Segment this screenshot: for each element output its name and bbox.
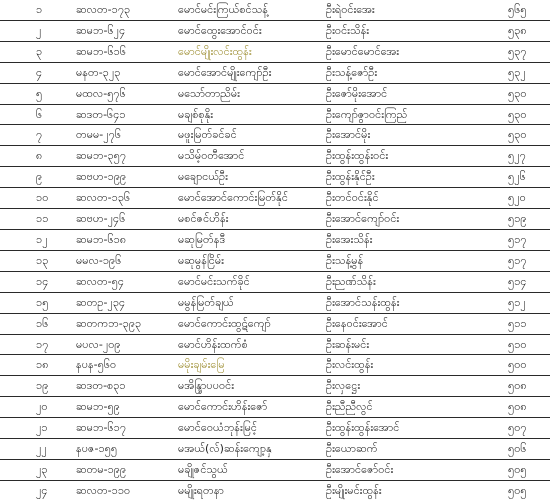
parent-name: ဦးညဏ်သိန်း bbox=[326, 274, 376, 288]
table-row bbox=[0, 20, 550, 41]
roll-number: ဆမဘ-၆၁၆ bbox=[76, 44, 127, 58]
roll-number: ဆဗဟ-၂၄၆ bbox=[76, 212, 126, 226]
row-number: ၁၃ bbox=[36, 253, 49, 267]
student-name: မစင်ဇင်ဟိန်း bbox=[178, 212, 229, 226]
student-name: မောင်မင်းသက်ခိုင် bbox=[178, 274, 250, 288]
row-number: ၆ bbox=[36, 107, 43, 121]
row-number: ၂၀ bbox=[36, 400, 48, 414]
table-row bbox=[0, 334, 550, 355]
total-marks: ၅၃၂ bbox=[508, 65, 526, 79]
roll-number: မနတ-၃၂၃ bbox=[76, 65, 121, 79]
row-number: ၁၂ bbox=[36, 232, 48, 246]
total-marks: ၅၀၈ bbox=[508, 379, 527, 393]
table-row bbox=[0, 104, 550, 125]
parent-name: ဦးအောင်သန်းထွန်း bbox=[326, 295, 400, 309]
student-name: မဖူးမြတ်ခင်ခင် bbox=[178, 128, 237, 142]
roll-number: ဆလတ-၁၁၀ bbox=[76, 483, 131, 497]
roll-number: မထလ-၅၇၆ bbox=[76, 86, 126, 100]
row-number: ၂၃ bbox=[36, 462, 48, 476]
parent-name: ဦးထွန်းနိုင်ဦး bbox=[326, 170, 375, 184]
row-number: ၃ bbox=[36, 44, 43, 58]
roll-number: ဆမဘ-၃၅၇ bbox=[76, 149, 127, 163]
total-marks: ၅၀၇ bbox=[508, 421, 527, 435]
roll-number: ဆဗဟ-၁၉၉ bbox=[76, 170, 127, 184]
student-name: မချစ်စုနိုး bbox=[178, 107, 214, 121]
parent-name: ဦးဇော်မိုးအောင် bbox=[326, 86, 388, 100]
parent-name: ဦးညီညီလွင် bbox=[326, 400, 373, 414]
total-marks: ၅၁၇ bbox=[508, 253, 527, 267]
row-number: ၂၄ bbox=[36, 483, 48, 497]
student-name: မသော်တာညိမ်း bbox=[178, 86, 240, 100]
table-row bbox=[0, 209, 550, 230]
total-marks: ၅၆၅ bbox=[508, 3, 527, 16]
total-marks: ၅၃၀ bbox=[508, 86, 527, 100]
parent-name: ဦးလင်းထွန်း bbox=[326, 358, 374, 372]
total-marks: ၅၀၅ bbox=[508, 483, 527, 497]
row-number: ၁၁ bbox=[36, 212, 49, 226]
roll-number: ဆတဥ-၂၃၄ bbox=[76, 295, 126, 309]
parent-name: ဦးထွန်းထွန်းဝင်း bbox=[326, 149, 389, 163]
total-marks: ၅၃၈ bbox=[508, 23, 527, 37]
row-number: ၂၁ bbox=[36, 421, 48, 435]
student-name: မောင်ထွေးအောင်ဝင်း bbox=[178, 23, 262, 37]
total-marks: ၅၂၀ bbox=[508, 191, 526, 205]
student-name: မအိန္ဒြာပပဝင်း bbox=[178, 379, 235, 393]
parent-name: ဦးရဲဝင်းအေး bbox=[326, 3, 375, 16]
table-row bbox=[0, 146, 550, 167]
student-name: မောင်အောင်မျိုးကျော်ဦး bbox=[178, 65, 272, 79]
student-name: မောင်ကောင်းထွဋ်ကျော် bbox=[178, 316, 271, 330]
parent-name: ဦးလှဋ္ဌေး bbox=[326, 379, 361, 393]
student-name: မောင်အောင်ကောင်းမြတ်နိုင် bbox=[178, 191, 288, 205]
table-row bbox=[0, 313, 550, 334]
parent-name: ဦးသန့်မွန် bbox=[326, 253, 364, 267]
table-row bbox=[0, 229, 550, 250]
student-name: မောင်ကောင်းဟိန်းဇော် bbox=[178, 400, 268, 414]
roll-number: ဆလတ-၅၄ bbox=[76, 274, 125, 288]
roll-number: ဆတကဘ-၃၉၃ bbox=[76, 316, 142, 330]
student-name: မောင်မျိုးလင်းထွန်း bbox=[178, 44, 252, 58]
parent-name: ဦးသန့်ဇော်ဦး bbox=[326, 65, 378, 79]
parent-name: ဦးတင်ဝင်းနိုင် bbox=[326, 191, 379, 205]
student-name: မောင်မင်းကြယ်စင်သန့် bbox=[178, 3, 268, 16]
roll-number: နပဇ-၁၅၅ bbox=[76, 442, 118, 456]
roll-number: နပန-၅၆၀ bbox=[76, 358, 117, 372]
table-row bbox=[0, 41, 550, 62]
student-name: မမွန်မြတ်ချယ် bbox=[178, 295, 234, 309]
table-row bbox=[0, 480, 550, 500]
table-row bbox=[0, 167, 550, 188]
roll-number: ဆလတ-၁၃၆ bbox=[76, 191, 131, 205]
student-name: မဆုမွန်ငြိမ်း bbox=[178, 253, 224, 267]
total-marks: ၅၂၇ bbox=[508, 149, 526, 163]
student-name: မောင်ဟိန်းထက်စံ bbox=[178, 337, 248, 351]
row-number: ၅ bbox=[36, 86, 43, 100]
row-number: ၁ bbox=[36, 3, 43, 16]
table-row bbox=[0, 188, 550, 209]
table-row bbox=[0, 418, 550, 439]
roll-number: ဆမဘ-၆၁၇ bbox=[76, 421, 127, 435]
table-row bbox=[0, 250, 550, 271]
total-marks: ၅၀၆ bbox=[508, 442, 527, 456]
table-row bbox=[0, 0, 550, 20]
student-name: မချိုဇင်သွယ် bbox=[178, 462, 228, 476]
parent-name: ဦးထွန်းထွန်းအောင် bbox=[326, 421, 400, 435]
total-marks: ၅၃၀ bbox=[508, 128, 527, 142]
total-marks: ၅၁၀ bbox=[508, 337, 527, 351]
roll-number: ဆလတ-၁၇၃ bbox=[76, 3, 131, 16]
student-name: မသိမ့်ဝတီအောင် bbox=[178, 149, 245, 163]
student-name: မောင်ဝေယံဘုန်းမြင့် bbox=[178, 421, 258, 435]
parent-name: ဦးမျိုးမင်းထွန်း bbox=[326, 483, 382, 497]
roll-number: ဆမဘ-၆၁၈ bbox=[76, 232, 127, 246]
total-marks: ၅၁၂ bbox=[508, 295, 526, 309]
table-row bbox=[0, 292, 550, 313]
total-marks: ၅၁၇ bbox=[508, 232, 527, 246]
row-number: ၈ bbox=[36, 149, 43, 163]
total-marks: ၅၃၀ bbox=[508, 107, 527, 121]
parent-name: ဦးယောဆက် bbox=[326, 442, 378, 456]
parent-name: ဦးအောင်ဇော်ဝင်း bbox=[326, 462, 394, 476]
row-number: ၂၂ bbox=[36, 442, 47, 456]
total-marks: ၅၃၇ bbox=[508, 44, 527, 58]
parent-name: ဦးအေးသိန်း bbox=[326, 232, 373, 246]
total-marks: ၅၁၁ bbox=[508, 316, 527, 330]
total-marks: ၅၀၈ bbox=[508, 400, 527, 414]
student-name: မအယ်(လ်)ဆန်းကျော့နှ bbox=[178, 442, 272, 456]
parent-name: ဦးအောင်မိုး bbox=[326, 128, 371, 142]
table-row bbox=[0, 439, 550, 460]
student-name: မမိုးချမ်းမြေ bbox=[178, 358, 225, 372]
parent-name: ဦးနေဝင်းအောင် bbox=[326, 316, 388, 330]
roll-number: ဆမဘ-၅၉ bbox=[76, 400, 120, 414]
table-row bbox=[0, 355, 550, 376]
student-name: မဆုမြတ်နဒီ bbox=[178, 232, 226, 246]
parent-name: ဦးဆန်းမင်း bbox=[326, 337, 370, 351]
row-number: ၇ bbox=[36, 128, 43, 142]
table-row bbox=[0, 62, 550, 83]
roll-number: မမလ-၁၉၆ bbox=[76, 253, 122, 267]
roll-number: ဆဒတ-စ၃၁ bbox=[76, 379, 126, 393]
parent-name: ဦးကျော်ဇွာဝင်းကြည် bbox=[326, 107, 408, 121]
row-number: ၄ bbox=[36, 65, 43, 79]
parent-name: ဦးဝင်းသိန်း bbox=[326, 23, 370, 37]
total-marks: ၅၀၅ bbox=[508, 462, 527, 476]
total-marks: ၅၀၀ bbox=[508, 358, 527, 372]
row-number: ၁၇ bbox=[36, 337, 49, 351]
parent-name: ဦးအောင်ကျော်ဝင်း bbox=[326, 212, 400, 226]
parent-name: ဦးမောင်မောင်အေး bbox=[326, 44, 400, 58]
row-number: ၁၅ bbox=[36, 295, 49, 309]
total-marks: ၅၁၉ bbox=[508, 212, 527, 226]
row-number: ၁၉ bbox=[36, 379, 49, 393]
table-row bbox=[0, 459, 550, 480]
row-number: ၁၈ bbox=[36, 358, 49, 372]
row-number: ၉ bbox=[36, 170, 43, 184]
row-number: ၂ bbox=[36, 23, 42, 37]
row-number: ၁၄ bbox=[36, 274, 49, 288]
table-row bbox=[0, 271, 550, 292]
roll-number: ဆမဘ-၆၂၄ bbox=[76, 23, 126, 37]
roll-number: ဆဒတ-၆၄၁ bbox=[76, 107, 126, 121]
table-row bbox=[0, 125, 550, 146]
roll-number: တမမ-၂၇၆ bbox=[76, 128, 122, 142]
row-number: ၁၀ bbox=[36, 191, 49, 205]
row-number: ၁၆ bbox=[36, 316, 49, 330]
table-row bbox=[0, 397, 550, 418]
table-row bbox=[0, 83, 550, 104]
table-row bbox=[0, 376, 550, 397]
total-marks: ၅၂၆ bbox=[508, 170, 526, 184]
total-marks: ၅၁၄ bbox=[508, 274, 527, 288]
roll-number: ဆတမ-၁၉၉ bbox=[76, 462, 127, 476]
student-name: မချောငယ်ဦး bbox=[178, 170, 228, 184]
roll-number: မပလ-၂၀၉ bbox=[76, 337, 121, 351]
student-name: မမျိုးရတနာ bbox=[178, 483, 224, 497]
